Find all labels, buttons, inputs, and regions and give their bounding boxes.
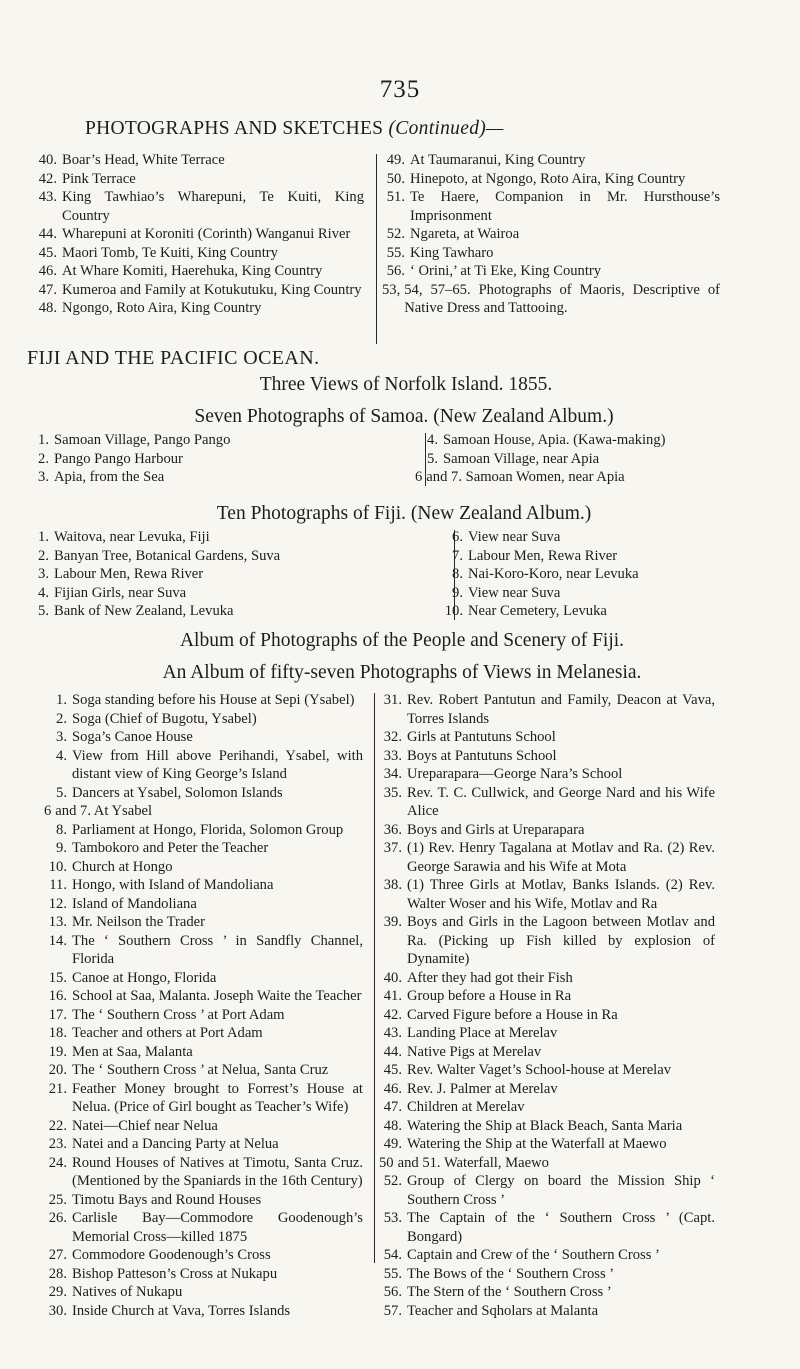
item-text: Ngongo, Roto Aira, King Country — [62, 300, 262, 316]
list-item — [379, 747, 715, 766]
item-number: 41. — [383, 988, 402, 1004]
item-number: 12. — [48, 895, 67, 912]
item-text: Commodore Goodenough’s Cross — [72, 1247, 271, 1263]
list-item — [26, 450, 346, 469]
list-item — [382, 170, 720, 189]
item-text: and 7. Samoan Women, near Apia — [426, 469, 625, 485]
list-item — [379, 1098, 715, 1117]
item-text: King Tawhiao’s Wharepuni, Te Kuiti, King Country — [62, 189, 364, 224]
item-text: Parliament at Hongo, Florida, Solomon Group — [72, 821, 344, 838]
list-item — [44, 1006, 363, 1025]
item-text: Men at Saa, Malanta — [72, 1043, 193, 1060]
item-text: Girls at Pantutuns School — [407, 729, 556, 745]
item-text: Children at Merelav — [407, 1099, 525, 1115]
item-number: 50. — [386, 170, 405, 187]
list-item — [379, 1154, 715, 1173]
item-number: 34. — [383, 766, 402, 782]
item-number: 4. — [427, 432, 438, 448]
list-item — [379, 913, 715, 969]
item-text: Labour Men, Rewa River — [54, 566, 204, 582]
item-text: Banyan Tree, Botanical Gardens, Suva — [54, 547, 281, 564]
item-text: Rev. T. C. Cullwick, and George Nard and his Wife Alice — [407, 784, 715, 819]
item-number: 2. — [38, 547, 49, 564]
item-text: View from Hill above Perihandi, Ysabel, with distant view of King George’s Island — [72, 747, 363, 782]
melanesia-list-left — [44, 691, 363, 1320]
item-text: Carlisle Bay—Commodore Goodenough’s Memorial Cross—killed 1875 — [72, 1210, 363, 1245]
fiji-list-right — [440, 528, 740, 621]
list-item — [34, 151, 364, 170]
item-text: At Taumaranui, King Country — [410, 152, 586, 168]
list-item — [440, 547, 740, 566]
list-item — [44, 1265, 363, 1284]
item-text: (1) Rev. Henry Tagalana at Motlav and Ra. (2) Rev. George Sarawia and his Wife at Mota — [407, 840, 715, 875]
list-item — [379, 1246, 715, 1265]
list-item — [34, 244, 364, 263]
column-divider — [376, 154, 377, 344]
item-number: 43. — [383, 1025, 402, 1041]
list-item — [44, 1154, 363, 1191]
list-item — [379, 765, 715, 784]
item-text: Natei—Chief near Nelua — [72, 1117, 218, 1134]
list-item — [34, 299, 364, 318]
item-text: Kumeroa and Family at Kotukutuku, King Country — [62, 281, 362, 298]
list-item — [379, 1117, 715, 1136]
item-number: 49. — [386, 152, 405, 168]
item-text: Inside Church at Vava, Torres Islands — [72, 1302, 291, 1319]
item-number: 4. — [38, 584, 49, 601]
item-number: 15. — [48, 969, 67, 986]
list-item — [44, 1024, 363, 1043]
section-header — [85, 118, 504, 140]
item-text: Wharepuni at Koroniti (Corinth) Wanganui River — [62, 226, 351, 242]
item-text: Watering the Ship at the Waterfall at Maewo — [407, 1136, 667, 1152]
item-number: 48. — [383, 1117, 402, 1134]
item-number: 36. — [383, 821, 402, 838]
item-number: 46. — [383, 1080, 402, 1097]
list-item — [26, 431, 346, 450]
item-text: The Bows of the ‘ Southern Cross ’ — [407, 1265, 615, 1282]
item-text: Teacher and others at Port Adam — [72, 1025, 263, 1041]
list-item — [44, 728, 363, 747]
item-text: Carved Figure before a House in Ra — [407, 1006, 618, 1023]
fiji-list-left — [26, 528, 366, 621]
item-number: 45. — [38, 244, 57, 261]
samoa-list-left — [26, 431, 346, 487]
melanesia-list-right — [379, 691, 715, 1320]
item-text: Samoan Village, Pango Pango — [54, 432, 231, 448]
fiji-pacific-heading: FIJI AND THE PACIFIC OCEAN. — [27, 347, 320, 369]
list-item — [440, 528, 740, 547]
item-text: Rev. Walter Vaget’s School-house at Merelav — [407, 1062, 672, 1078]
list-item — [26, 528, 366, 547]
item-number: 1. — [56, 692, 67, 708]
list-item — [44, 747, 363, 784]
item-number: 13. — [48, 914, 67, 930]
section-header-title: PHOTOGRAPHS AND SKETCHES — [85, 118, 384, 139]
list-item — [379, 1024, 715, 1043]
item-number: 24. — [48, 1154, 67, 1171]
maori-list-left — [34, 151, 364, 318]
list-item — [34, 262, 364, 281]
item-number: 18. — [48, 1025, 67, 1041]
maori-list-right — [382, 151, 720, 318]
item-number: 49. — [383, 1136, 402, 1152]
item-text: Boys at Pantutuns School — [407, 747, 557, 764]
list-item — [44, 858, 363, 877]
item-text: The ‘ Southern Cross ’ at Port Adam — [72, 1006, 285, 1023]
list-item — [34, 281, 364, 300]
item-number: 40. — [38, 152, 57, 168]
item-number: 56. — [383, 1284, 402, 1300]
item-text: Boar’s Head, White Terrace — [62, 152, 225, 168]
list-item — [379, 1283, 715, 1302]
list-item — [415, 431, 775, 450]
item-number: 6 — [44, 803, 52, 819]
item-number: 5. — [38, 603, 49, 619]
item-number: 19. — [48, 1043, 67, 1060]
item-number: 26. — [48, 1210, 67, 1226]
column-divider — [374, 693, 375, 1263]
item-text: Samoan Village, near Apia — [443, 450, 600, 467]
list-item — [44, 1191, 363, 1210]
item-text: Church at Hongo — [72, 858, 173, 875]
item-text: Natives of Nukapu — [72, 1284, 183, 1300]
item-number: 8. — [56, 821, 67, 838]
item-text: Nai-Koro-Koro, near Levuka — [468, 566, 639, 582]
list-item — [379, 691, 715, 728]
list-item — [44, 1246, 363, 1265]
list-item — [44, 1209, 363, 1246]
item-number: 9. — [56, 840, 67, 856]
item-text: Island of Mandoliana — [72, 895, 197, 912]
list-item — [44, 1283, 363, 1302]
item-number: 53. — [383, 1210, 402, 1226]
item-text: School at Saa, Malanta. Joseph Waite the Teacher — [72, 988, 362, 1004]
list-item — [44, 710, 363, 729]
item-text: At Whare Komiti, Haerehuka, King Country — [62, 263, 323, 279]
list-item — [382, 244, 720, 263]
item-number: 44. — [38, 226, 57, 242]
list-item — [379, 876, 715, 913]
item-number: 23. — [48, 1136, 67, 1152]
list-item — [379, 784, 715, 821]
list-item — [44, 1135, 363, 1154]
item-number: 48. — [38, 300, 57, 316]
list-item — [44, 821, 363, 840]
item-text: Canoe at Hongo, Florida — [72, 969, 217, 986]
item-text: Native Pigs at Merelav — [407, 1043, 542, 1060]
list-item — [440, 602, 740, 621]
item-text: Boys and Girls at Ureparapara — [407, 821, 585, 838]
item-number: 37. — [383, 840, 402, 856]
list-item — [379, 1302, 715, 1321]
section-header-continued: (Continued)— — [388, 118, 504, 139]
item-text: The ‘ Southern Cross ’ in Sandfly Channel, Florida — [72, 932, 363, 967]
list-item — [26, 584, 366, 603]
item-text: View near Suva — [468, 584, 561, 601]
item-text: Samoan House, Apia. (Kawa-making) — [443, 432, 666, 448]
item-text: Round Houses of Natives at Timotu, Santa Cruz. (Mentioned by the Spaniards in the 16th Century) — [72, 1154, 363, 1189]
list-item — [379, 1006, 715, 1025]
item-text: Pink Terrace — [62, 170, 136, 187]
item-number: 7. — [452, 547, 463, 564]
item-number: 52. — [386, 226, 405, 242]
list-item — [44, 802, 363, 821]
item-number: 22. — [48, 1117, 67, 1134]
list-item — [379, 821, 715, 840]
page-number: 735 — [379, 76, 421, 103]
item-number: 51. — [386, 189, 405, 205]
item-text: 54, 57–65. Photographs of Maoris, Descriptive of Native Dress and Tattooing. — [404, 281, 720, 316]
list-item — [34, 188, 364, 225]
list-item — [379, 969, 715, 988]
item-text: Bishop Patteson’s Cross at Nukapu — [72, 1265, 278, 1282]
list-item — [379, 1080, 715, 1099]
item-number: 20. — [48, 1062, 67, 1078]
list-item — [382, 188, 720, 225]
item-number: 42. — [38, 170, 57, 187]
list-item — [44, 1117, 363, 1136]
item-text: Labour Men, Rewa River — [468, 547, 618, 564]
item-text: Rev. J. Palmer at Merelav — [407, 1080, 558, 1097]
list-item — [26, 602, 366, 621]
item-number: 11. — [49, 877, 67, 893]
item-text: Boys and Girls in the Lagoon between Motlav and Ra. (Picking up Fish killed by explosion of Dynamite) — [407, 914, 715, 967]
list-item — [379, 728, 715, 747]
list-item — [379, 1172, 715, 1209]
item-number: 45. — [383, 1062, 402, 1078]
item-number: 5. — [427, 450, 438, 467]
item-number: 33. — [383, 747, 402, 764]
item-text: Teacher and Sqholars at Malanta — [407, 1302, 599, 1319]
item-text: Ngareta, at Wairoa — [410, 226, 520, 242]
item-number: 28. — [48, 1265, 67, 1282]
item-number: 53, — [382, 281, 401, 298]
samoa-title: Seven Photographs of Samoa. (New Zealand Album.) — [194, 406, 614, 427]
list-item — [44, 1080, 363, 1117]
list-item — [44, 784, 363, 803]
item-text: Mr. Neilson the Trader — [72, 914, 205, 930]
item-number: 3. — [38, 469, 49, 485]
melanesia-title: An Album of fifty-seven Photographs of Views in Melanesia. — [162, 662, 642, 683]
item-number: 6 — [415, 469, 423, 485]
item-text: and 51. Waterfall, Maewo — [397, 1154, 549, 1171]
item-text: The ‘ Southern Cross ’ at Nelua, Santa Cruz — [72, 1062, 329, 1078]
item-text: Hinepoto, at Ngongo, Roto Aira, King Country — [410, 170, 686, 187]
item-text: Pango Pango Harbour — [54, 450, 183, 467]
item-number: 55. — [383, 1265, 402, 1282]
item-number: 21. — [48, 1080, 67, 1097]
album-fiji-title: Album of Photographs of the People and Scenery of Fiji. — [179, 630, 625, 651]
item-text: Te Haere, Companion in Mr. Hursthouse’s Imprisonment — [410, 189, 720, 224]
item-number: 29. — [48, 1284, 67, 1300]
item-text: Maori Tomb, Te Kuiti, King Country — [62, 244, 278, 261]
list-item — [379, 1061, 715, 1080]
item-number: 30. — [48, 1302, 67, 1319]
list-item — [382, 281, 720, 318]
item-text: (1) Three Girls at Motlav, Banks Islands. (2) Rev. Walter Woser and his Wife, Motlav and Ra — [407, 877, 715, 912]
item-number: 43. — [38, 189, 57, 205]
item-text: Soga (Chief of Bugotu, Ysabel) — [72, 710, 257, 727]
item-number: 25. — [48, 1191, 67, 1208]
list-item — [382, 262, 720, 281]
item-number: 2. — [56, 710, 67, 727]
item-number: 14. — [48, 932, 67, 949]
item-text: Waitova, near Levuka, Fiji — [54, 529, 210, 545]
item-text: Bank of New Zealand, Levuka — [54, 603, 234, 619]
item-number: 32. — [383, 729, 402, 745]
item-text: Feather Money brought to Forrest’s House at Nelua. (Price of Girl bought as Teacher’s Wife) — [72, 1080, 363, 1115]
item-text: The Stern of the ‘ Southern Cross ’ — [407, 1284, 612, 1300]
item-number: 44. — [383, 1043, 402, 1060]
list-item — [415, 450, 775, 469]
list-item — [26, 547, 366, 566]
item-text: Soga standing before his House at Sepi (Ysabel) — [72, 692, 355, 708]
list-item — [26, 565, 366, 584]
item-text: Group of Clergy on board the Mission Ship ‘ Southern Cross ’ — [407, 1173, 715, 1208]
item-number: 39. — [383, 914, 402, 930]
list-item — [26, 468, 346, 487]
list-item — [379, 1043, 715, 1062]
list-item — [44, 691, 363, 710]
item-text: Hongo, with Island of Mandoliana — [72, 877, 274, 893]
list-item — [44, 932, 363, 969]
list-item — [379, 1135, 715, 1154]
item-text: Timotu Bays and Round Houses — [72, 1191, 262, 1208]
item-number: 8. — [452, 566, 463, 582]
item-text: Natei and a Dancing Party at Nelua — [72, 1136, 279, 1152]
item-number: 54. — [383, 1247, 402, 1263]
item-number: 1. — [38, 432, 49, 448]
item-number: 57. — [383, 1302, 402, 1319]
item-number: 17. — [48, 1006, 67, 1023]
item-text: King Tawharo — [410, 244, 494, 261]
item-number: 47. — [383, 1099, 402, 1115]
item-text: View near Suva — [468, 529, 561, 545]
item-number: 47. — [38, 281, 57, 298]
list-item — [440, 584, 740, 603]
item-number: 40. — [383, 969, 402, 986]
item-text: Apia, from the Sea — [54, 469, 165, 485]
item-number: 3. — [56, 729, 67, 745]
item-number: 46. — [38, 263, 57, 279]
item-text: Near Cemetery, Levuka — [468, 603, 607, 619]
item-text: Landing Place at Merelav — [407, 1025, 558, 1041]
item-text: Rev. Robert Pantutun and Family, Deacon at Vava, Torres Islands — [407, 692, 715, 727]
list-item — [382, 151, 720, 170]
item-text: Tambokoro and Peter the Teacher — [72, 840, 269, 856]
item-number: 35. — [383, 784, 402, 801]
list-item — [44, 987, 363, 1006]
list-item — [44, 969, 363, 988]
item-number: 5. — [56, 784, 67, 801]
list-item — [379, 839, 715, 876]
item-number: 1. — [38, 529, 49, 545]
list-item — [44, 1043, 363, 1062]
list-item — [44, 876, 363, 895]
item-text: Ureparapara—George Nara’s School — [407, 766, 623, 782]
item-text: Fijian Girls, near Suva — [54, 584, 187, 601]
item-text: Watering the Ship at Black Beach, Santa Maria — [407, 1117, 683, 1134]
list-item — [44, 1061, 363, 1080]
list-item — [379, 1209, 715, 1246]
item-text: Dancers at Ysabel, Solomon Islands — [72, 784, 283, 801]
item-text: Captain and Crew of the ‘ Southern Cross ’ — [407, 1247, 660, 1263]
item-number: 10. — [48, 858, 67, 875]
item-number: 4. — [56, 747, 67, 764]
item-number: 6. — [452, 529, 463, 545]
item-text: After they had got their Fish — [407, 969, 573, 986]
list-item — [44, 913, 363, 932]
list-item — [44, 1302, 363, 1321]
item-number: 42. — [383, 1006, 402, 1023]
item-number: 2. — [38, 450, 49, 467]
list-item — [440, 565, 740, 584]
item-number: 3. — [38, 566, 49, 582]
item-number: 55. — [386, 244, 405, 261]
list-item — [415, 468, 775, 487]
item-number: 52. — [383, 1173, 402, 1189]
item-text: The Captain of the ‘ Southern Cross ’ (Capt. Bongard) — [407, 1210, 715, 1245]
samoa-list-right — [415, 431, 775, 487]
item-number: 10. — [444, 603, 463, 619]
fiji-photos-title: Ten Photographs of Fiji. (New Zealand Album.) — [216, 503, 592, 524]
list-item — [379, 987, 715, 1006]
item-number: 31. — [383, 692, 402, 708]
item-number: 38. — [383, 877, 402, 893]
item-number: 27. — [48, 1247, 67, 1263]
item-number: 16. — [48, 988, 67, 1004]
list-item — [34, 225, 364, 244]
item-number: 56. — [386, 263, 405, 279]
list-item — [382, 225, 720, 244]
item-number: 9. — [452, 584, 463, 601]
item-number: 50 — [379, 1154, 394, 1171]
list-item — [34, 170, 364, 189]
item-text: and 7. At Ysabel — [55, 803, 153, 819]
item-text: Group before a House in Ra — [407, 988, 572, 1004]
list-item — [44, 895, 363, 914]
list-item — [44, 839, 363, 858]
list-item — [379, 1265, 715, 1284]
norfolk-title: Three Views of Norfolk Island. 1855. — [259, 374, 553, 395]
item-text: ‘ Orini,’ at Ti Eke, King Country — [410, 263, 602, 279]
item-text: Soga’s Canoe House — [72, 729, 193, 745]
